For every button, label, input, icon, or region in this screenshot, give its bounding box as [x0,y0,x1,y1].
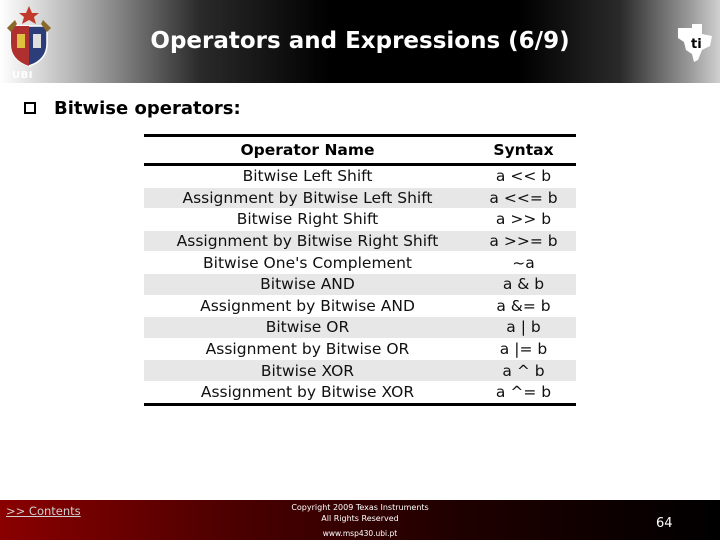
copyright-line: Copyright 2009 Texas Instruments [291,503,429,512]
ubi-label: UBI [12,70,33,81]
svg-text:ti: ti [691,37,702,52]
contents-link[interactable]: >> Contents [6,504,81,518]
operator-name-cell: Bitwise Right Shift [144,209,471,231]
bullet-text: Bitwise operators: [54,97,241,119]
texas-instruments-logo-icon [672,20,718,66]
bullet-item [24,97,241,119]
table-row [144,295,576,317]
table-header-row [144,136,576,165]
table-row [144,209,576,231]
syntax-cell: a << b [471,165,576,188]
syntax-cell: a &= b [471,295,576,317]
syntax-cell: a ^ b [471,360,576,382]
operator-name-cell: Bitwise XOR [144,360,471,382]
syntax-cell: a >>= b [471,230,576,252]
syntax-cell: a |= b [471,338,576,360]
operator-name-cell: Assignment by Bitwise Right Shift [144,230,471,252]
syntax-cell: a ^= b [471,381,576,404]
table-row [144,360,576,382]
table-row [144,381,576,404]
table-row [144,230,576,252]
slide-header [0,0,720,83]
syntax-cell: a >> b [471,209,576,231]
page-number: 64 [656,516,673,531]
operator-name-cell: Assignment by Bitwise OR [144,338,471,360]
syntax-cell: a | b [471,317,576,339]
table-row [144,338,576,360]
website-url: www.msp430.ubi.pt [322,529,398,538]
table-row [144,252,576,274]
operator-name-cell: Bitwise OR [144,317,471,339]
operator-name-cell: Assignment by Bitwise XOR [144,381,471,404]
copyright-notice [260,502,460,524]
table-row [144,317,576,339]
syntax-cell: ~a [471,252,576,274]
operator-name-cell: Assignment by Bitwise Left Shift [144,187,471,209]
table-row [144,165,576,188]
operator-name-cell: Bitwise Left Shift [144,165,471,188]
table-row [144,187,576,209]
header-operator-name: Operator Name [144,136,471,165]
syntax-cell: a & b [471,273,576,295]
hollow-square-bullet-icon [24,102,36,114]
syntax-cell: a <<= b [471,187,576,209]
operator-name-cell: Assignment by Bitwise AND [144,295,471,317]
table-row [144,273,576,295]
slide-title: Operators and Expressions (6/9) [150,28,570,54]
operator-name-cell: Bitwise AND [144,273,471,295]
slide-footer [0,500,720,540]
rights-line: All Rights Reserved [321,514,399,523]
header-syntax: Syntax [471,136,576,165]
operator-name-cell: Bitwise One's Complement [144,252,471,274]
operators-table [144,134,576,406]
